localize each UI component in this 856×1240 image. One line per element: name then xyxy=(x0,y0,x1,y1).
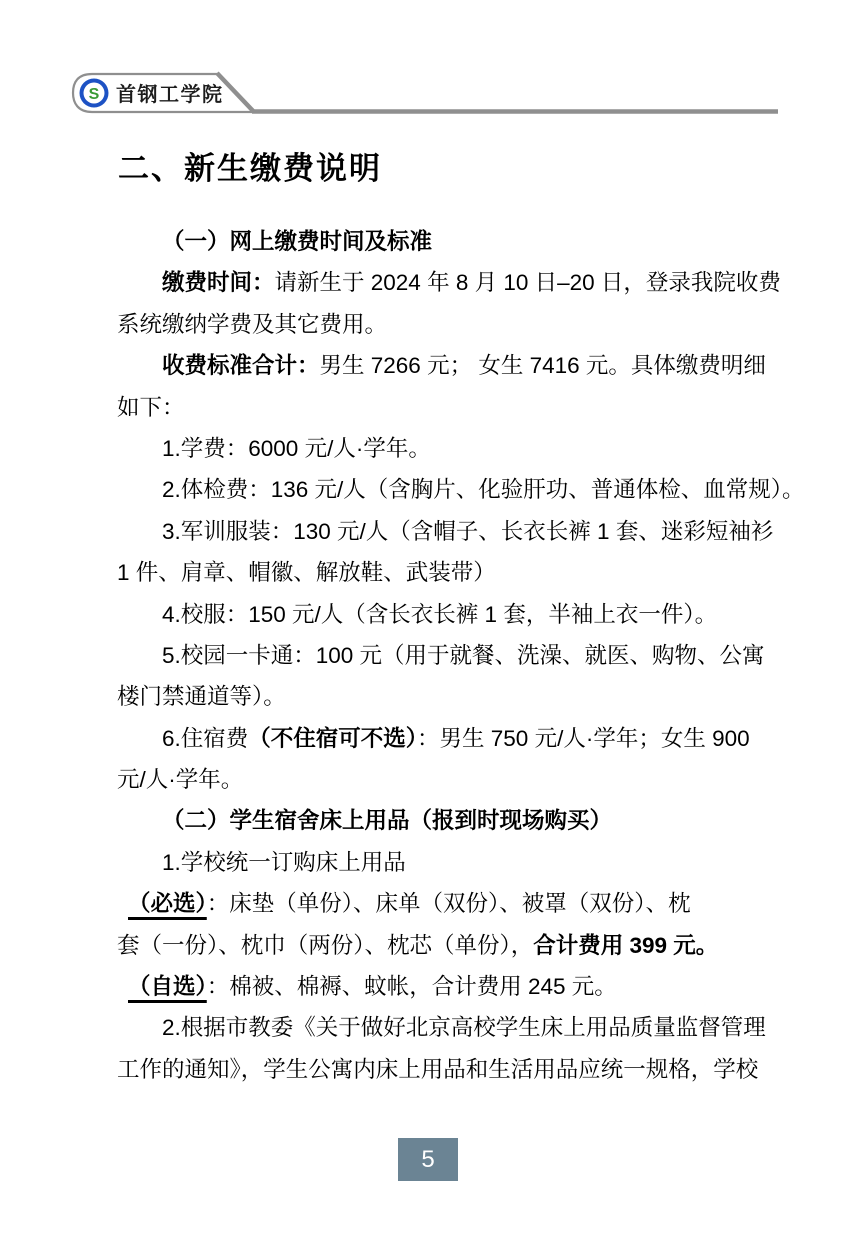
text-line xyxy=(117,304,765,345)
text-segment: 3.军训服装：130 元/人（含帽子、长衣长裤 1 套、迷彩短袖衫 xyxy=(162,518,774,544)
text-segment: 4.校服：150 元/人（含长衣长裤 1 套，半袖上衣一件）。 xyxy=(162,601,718,627)
text-segment: （必选） xyxy=(128,891,207,917)
text-segment: 套（一份）、枕巾（两份）、枕芯（单份）， xyxy=(117,932,534,958)
school-logo-icon xyxy=(80,79,109,108)
text-segment: ：男生 750 元/人·学年；女生 900 xyxy=(417,725,750,751)
text-segment: 缴费时间： xyxy=(162,270,275,296)
text-segment: （不住宿可不选） xyxy=(248,725,418,751)
page-title: 二、新生缴费说明 xyxy=(118,151,382,186)
text-line xyxy=(117,966,765,1007)
text-line xyxy=(117,718,765,759)
school-name: 首钢工学院 xyxy=(116,84,224,106)
text-line xyxy=(117,469,805,510)
text-line xyxy=(117,1007,765,1048)
text-segment: 系统缴纳学费及其它费用。 xyxy=(117,311,388,337)
document-body xyxy=(117,221,805,1090)
text-line xyxy=(117,511,774,552)
text-segment: 请新生于 2024 年 8 月 10 日–20 日，登录我院收费 xyxy=(274,270,781,296)
text-line xyxy=(117,883,765,924)
text-line xyxy=(117,221,765,262)
text-segment: ：床垫（单份）、床单（双份）、被罩（双份）、枕 xyxy=(206,891,691,917)
text-line xyxy=(117,925,765,966)
text-segment: （二）学生宿舍床上用品（报到时现场购买） xyxy=(162,808,613,834)
text-segment: 男生 7266 元； 女生 7416 元。具体缴费明细 xyxy=(319,353,766,379)
text-line xyxy=(117,387,765,428)
svg-text:S: S xyxy=(88,86,100,103)
text-segment: 1.学校统一订购床上用品 xyxy=(162,849,406,875)
text-segment: ：棉被、棉褥、蚊帐，合计费用 245 元。 xyxy=(206,974,617,1000)
text-segment: 1 件、肩章、帽徽、解放鞋、武装带） xyxy=(117,560,496,586)
text-segment: 工作的通知》，学生公寓内床上用品和生活用品应统一规格，学校 xyxy=(117,1056,759,1082)
text-segment: （自选） xyxy=(128,974,207,1000)
text-segment: （一）网上缴费时间及标准 xyxy=(162,229,433,254)
text-line xyxy=(117,1049,765,1090)
text-line xyxy=(117,676,765,717)
text-line xyxy=(117,552,765,593)
text-line xyxy=(117,800,765,841)
text-segment: 收费标准合计： xyxy=(162,353,320,379)
text-segment: 2.根据市教委《关于做好北京高校学生床上用品质量监督管理 xyxy=(162,1015,766,1041)
text-segment: 元/人·学年。 xyxy=(117,767,244,793)
text-segment: 合计费用 399 元。 xyxy=(533,932,719,958)
text-segment: 1.学费：6000 元/人·学年。 xyxy=(162,435,431,461)
text-segment: 如下： xyxy=(117,394,185,420)
page-number: 5 xyxy=(421,1145,435,1173)
text-line xyxy=(117,594,765,635)
text-segment: 6.住宿费 xyxy=(162,725,249,751)
text-segment: 5.校园一卡通：100 元（用于就餐、洗澡、就医、购物、公寓 xyxy=(162,642,765,668)
text-line xyxy=(117,345,765,386)
text-line xyxy=(117,635,765,676)
header-banner-graphic xyxy=(66,70,782,118)
text-line xyxy=(117,262,781,303)
page-header xyxy=(66,70,782,118)
text-segment: 2.体检费：136 元/人（含胸片、化验肝功、普通体检、血常规）。 xyxy=(162,477,805,503)
text-segment: 楼门禁通道等）。 xyxy=(117,684,286,710)
page-number-badge xyxy=(398,1138,458,1181)
page-footer xyxy=(0,1138,856,1181)
text-line xyxy=(117,428,765,469)
text-line xyxy=(117,842,765,883)
text-line xyxy=(117,759,765,800)
